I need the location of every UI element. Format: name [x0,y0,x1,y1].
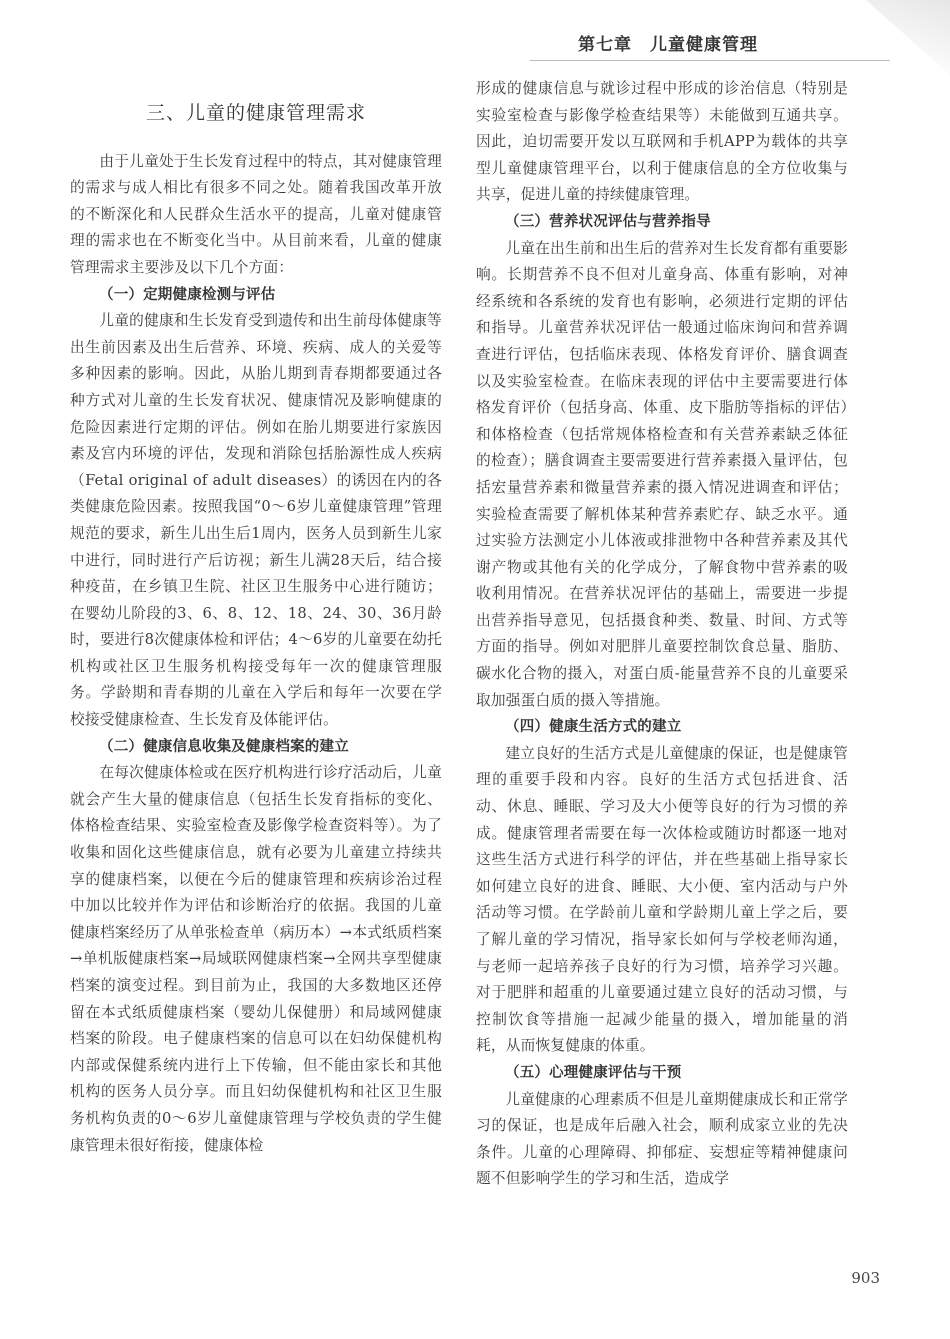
chapter-header: 第七章 儿童健康管理 [578,35,758,55]
paragraph-2: 在每次健康体检或在医疗机构进行诊疗活动后，儿童就会产生大量的健康信息（包括生长发育指标的变化、体格检查结果、实验室检查及影像学检查资料等）。为了收集和固化这些健康信息，就有必要为儿童建立持续共享的健康档案，以便在今后的健康管理和疾病诊治过程中加以比较并作为评估和诊断治疗的依据。我国的儿童健康档案经历了从单张检查单（病历本）→本式纸质档案→单机版健康档案→局域联网健康档案→全网共享型健康档案的演变过程。到目前为止，我国的大多数地区还停留在本式纸质健康档案（婴幼儿保健册）和局域网健康档案的阶段。电子健康档案的信息可以在妇幼保健机构内部或保健系统内进行上下传输，但不能由家长和其他机构的医务人员分享。而且妇幼保健机构和社区卫生服务机构负责的0～6岁儿童健康管理与学校负责的学生健康管理未很好衔接，健康体检 [70,764,442,1154]
section-title: 三、儿童的健康管理需求 [145,102,366,124]
page-corner-decoration [830,0,950,75]
paragraph-5: 儿童健康的心理素质不但是儿童期健康成长和正常学习的保证，也是成年后融入社会，顺利成家立业的先决条件。儿童的心理障碍、抑郁症、妄想症等精神健康问题不但影响学生的学习和生活，造成学 [476,1090,848,1188]
subheading-4: （四）健康生活方式的建立 [505,719,682,736]
right-column [476,76,848,1193]
subheading-3: （三）营养状况评估与营养指导 [505,213,711,230]
page-number: 903 [851,1269,880,1287]
subheading-5: （五）心理健康评估与干预 [505,1064,682,1081]
subheading-2: （二）健康信息收集及健康档案的建立 [99,738,349,755]
paragraph-1: 儿童的健康和生长发育受到遗传和出生前母体健康等出生前因素及出生后营养、环境、疾病、成人的关爱等多种因素的影响。因此，从胎儿期到青春期都要通过各种方式对儿童的生长发育状况、健康情况及影响健康的危险因素进行定期的评估。例如在胎儿期要进行家族因素及宫内环境的评估，发现和消除包括胎源性成人疾病（Fetal original of adult diseases）的诱因在内的各类健康危险因素。按照我国“0～6岁儿童健康管理”管理规范的要求，新生儿出生后1周内，医务人员到新生儿家中进行，同时进行产后访视；新生儿满28天后，结合接种疫苗，在乡镇卫生院、社区卫生服务中心进行随访；在婴幼儿阶段的3、6、8、12、18、24、30、36月龄时，要进行8次健康体检和评估；4～6岁的儿童要在幼托机构或社区卫生服务机构接受每年一次的健康管理服务。学龄期和青春期的儿童在入学后和每年一次要在学校接受健康检查、生长发育及体能评估。 [70,312,442,729]
subheading-1: （一）定期健康检测与评估 [99,286,276,303]
intro-paragraph: 由于儿童处于生长发育过程中的特点，其对健康管理的需求与成人相比有很多不同之处。随着我国改革开放的不断深化和人民群众生活水平的提高，儿童对健康管理的需求也在不断变化当中。从目前来看，儿童的健康管理需求主要涉及以下几个方面： [70,152,442,276]
header-rule [530,60,890,61]
paragraph-2-continued: 形成的健康信息与就诊过程中形成的诊治信息（特别是实验室检查与影像学检查结果等）未能做到互通共享。因此，迫切需要开发以互联网和手机APP为载体的共享型儿童健康管理平台，以利于健康信息的全方位收集与共享，促进儿童的持续健康管理。 [476,80,848,204]
paragraph-4: 建立良好的生活方式是儿童健康的保证，也是健康管理的重要手段和内容。良好的生活方式包括进食、活动、休息、睡眠、学习及大小便等良好的行为习惯的养成。健康管理者需要在每一次体检或随访时都逐一地对这些生活方式进行科学的评估，并在些基础上指导家长如何建立良好的进食、睡眠、大小便、室内活动与户外活动等习惯。在学龄前儿童和学龄期儿童上学之后，要了解儿童的学习情况，指导家长如何与学校老师沟通，与老师一起培养孩子良好的行为习惯，培养学习兴趣。对于肥胖和超重的儿童要通过建立良好的活动习惯，与控制饮食等措施一起减少能量的摄入，增加能量的消耗，从而恢复健康的体重。 [476,744,848,1055]
left-column [70,100,442,1159]
paragraph-3: 儿童在出生前和出生后的营养对生长发育都有重要影响。长期营养不良不但对儿童身高、体重有影响，对神经系统和各系统的发育也有影响，必须进行定期的评估和指导。儿童营养状况评估一般通过临床询问和营养调查进行评估，包括临床表现、体格发育评价、膳食调查以及实验室检查。在临床表现的评估中主要需要进行体格发育评价（包括身高、体重、皮下脂肪等指标的评估）和体格检查（包括常规体格检查和有关营养素缺乏体征的检查）；膳食调查主要需要进行营养素摄入量评估，包括宏量营养素和微量营养素的摄入情况进调查和评估；实验检查需要了解机体某种营养素贮存、缺乏水平。通过实验方法测定小儿体液或排泄物中各种营养素及其代谢产物或其他有关的化学成分，了解食物中营养素的吸收利用情况。在营养状况评估的基础上，需要进一步提出营养指导意见，包括摄食种类、数量、时间、方式等方面的指导。例如对肥胖儿童要控制饮食总量、脂肪、碳水化合物的摄入，对蛋白质-能量营养不良的儿童要采取加强蛋白质的摄入等措施。 [476,239,848,709]
